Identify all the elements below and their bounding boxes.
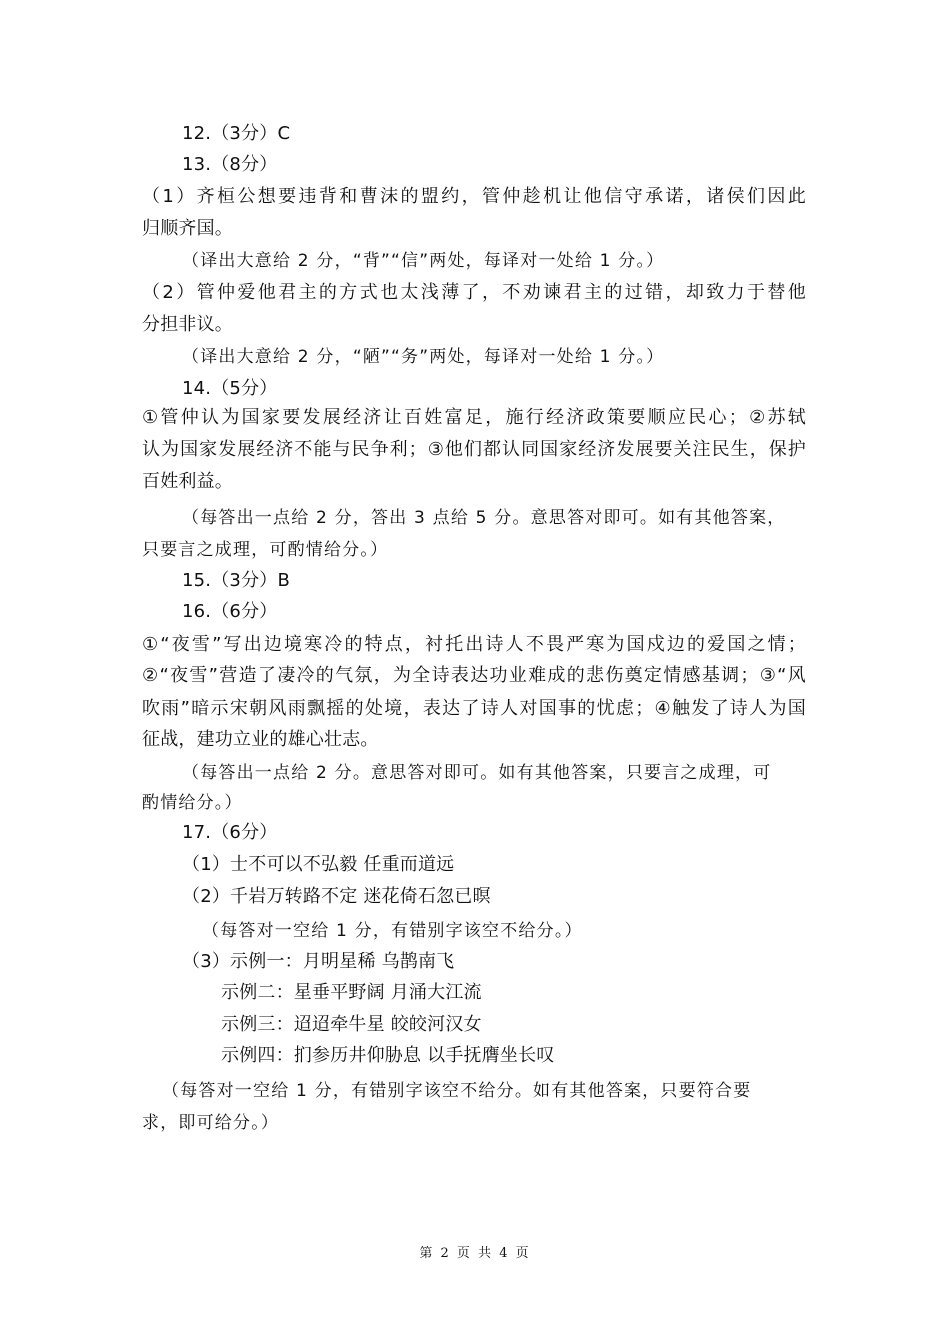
q14-scoring-line2: 只要言之成理，可酌情给分。） (142, 540, 389, 560)
q14-header: 14.（5分） (182, 378, 278, 399)
q17-part1: （1）士不可以不弘毅 任重而道远 (182, 854, 455, 875)
q13-part2-line1: （2）管仲爱他君主的方式也太浅薄了，不劝谏君主的过错，却致力于替他 (142, 282, 806, 303)
q13-part2-line2: 分担非议。 (142, 314, 233, 335)
q13-header: 13.（8分） (182, 154, 278, 175)
q17-scoring-1: （每答对一空给 1 分，有错别字该空不给分。） (202, 921, 583, 941)
q17-scoring-2-line1: （每答对一空给 1 分，有错别字该空不给分。如有其他答案，只要符合要 (162, 1081, 752, 1101)
q14-line3: 百姓利益。 (142, 471, 233, 492)
q13-part1-line1: （1）齐桓公想要违背和曹沫的盟约，管仲趁机让他信守承诺，诸侯们因此 (142, 186, 806, 207)
q12-answer: 12.（3分）C (182, 123, 291, 144)
q16-header: 16.（6分） (182, 601, 278, 622)
q17-part3-example3: 示例三：迢迢牵牛星 皎皎河汉女 (221, 1014, 482, 1035)
q14-line1: ①管仲认为国家要发展经济让百姓富足，施行经济政策要顺应民心；②苏轼 (142, 407, 806, 428)
q17-part3-example1: （3）示例一：月明星稀 乌鹊南飞 (182, 951, 455, 972)
q16-scoring-line2: 酌情给分。） (142, 793, 243, 813)
q17-part3-example2: 示例二：星垂平野阔 月涌大江流 (221, 982, 482, 1003)
q17-part2: （2）千岩万转路不定 迷花倚石忽已暝 (182, 886, 491, 907)
q17-part3-example4: 示例四：扪参历井仰胁息 以手抚膺坐长叹 (221, 1045, 555, 1066)
q16-line4: 征战，建功立业的雄心壮志。 (142, 729, 379, 750)
q16-scoring-line1: （每答出一点给 2 分。意思答对即可。如有其他答案，只要言之成理，可 (182, 763, 772, 783)
q13-part2-scoring: （译出大意给 2 分，“陋”“务”两处，每译对一处给 1 分。） (182, 347, 665, 367)
q16-line1: ①“夜雪”写出边境寒冷的特点，衬托出诗人不畏严寒为国戍边的爱国之情； (142, 634, 806, 655)
q16-line3: 吹雨”暗示宋朝风雨飘摇的处境，表达了诗人对国事的忧虑；④触发了诗人为国 (142, 698, 806, 719)
q17-scoring-2-line2: 求，即可给分。） (142, 1113, 280, 1133)
q15-answer: 15.（3分）B (182, 570, 291, 591)
q13-part1-scoring: （译出大意给 2 分，“背”“信”两处，每译对一处给 1 分。） (182, 251, 665, 271)
q13-part1-line2: 归顺齐国。 (142, 218, 233, 239)
q14-line2: 认为国家发展经济不能与民争利；③他们都认同国家经济发展要关注民生，保护 (142, 439, 806, 460)
q16-line2: ②“夜雪”营造了凄冷的气氛，为全诗表达功业难成的悲伤奠定情感基调；③“风 (142, 665, 806, 686)
q17-header: 17.（6分） (182, 822, 278, 843)
q14-scoring-line1: （每答出一点给 2 分，答出 3 点给 5 分。意思答对即可。如有其他答案， (182, 508, 786, 528)
page-number-footer: 第 2 页 共 4 页 (419, 1246, 531, 1261)
